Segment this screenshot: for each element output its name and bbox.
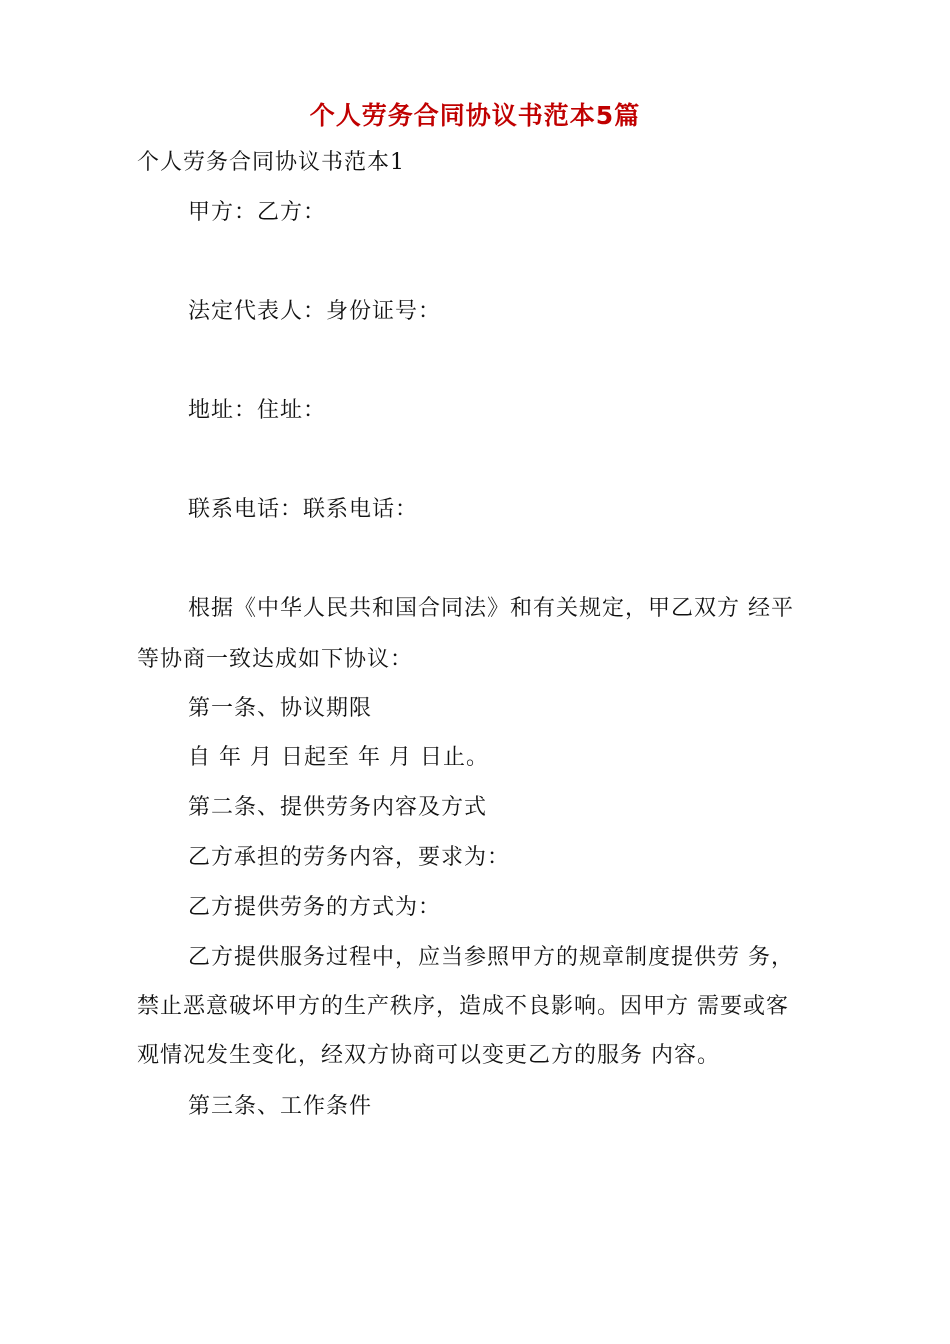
paragraph-line: 禁止恶意破坏甲方的生产秩序，造成不良影响。因甲方 需要或客 [137, 994, 789, 1019]
article-heading: 第三条、工作条件 [188, 1094, 373, 1119]
paragraph-line: 自 年 月 日起至 年 月 日止。 [188, 745, 489, 770]
party-line: 甲方：乙方： [188, 200, 327, 225]
paragraph-line: 根据《中华人民共和国合同法》和有关规定，甲乙双方 经平 [188, 596, 794, 621]
article-heading: 第二条、提供劳务内容及方式 [188, 795, 488, 820]
paragraph-line: 乙方提供劳务的方式为： [188, 895, 442, 920]
article-heading: 第一条、协议期限 [188, 696, 373, 721]
paragraph-line: 等协商一致达成如下协议： [137, 647, 414, 672]
document-title: 个人劳务合同协议书范本5篇 [309, 101, 641, 130]
paragraph-line: 乙方提供服务过程中，应当参照甲方的规章制度提供劳 务， [188, 945, 794, 970]
section-heading: 个人劳务合同协议书范本1 [137, 150, 405, 175]
phone-line: 联系电话：联系电话： [188, 497, 419, 522]
representative-line: 法定代表人：身份证号： [188, 299, 442, 324]
address-line: 地址：住址： [188, 398, 327, 423]
paragraph-line: 观情况发生变化，经双方协商可以变更乙方的服务 内容。 [137, 1043, 720, 1068]
paragraph-line: 乙方承担的劳务内容，要求为： [188, 845, 511, 870]
